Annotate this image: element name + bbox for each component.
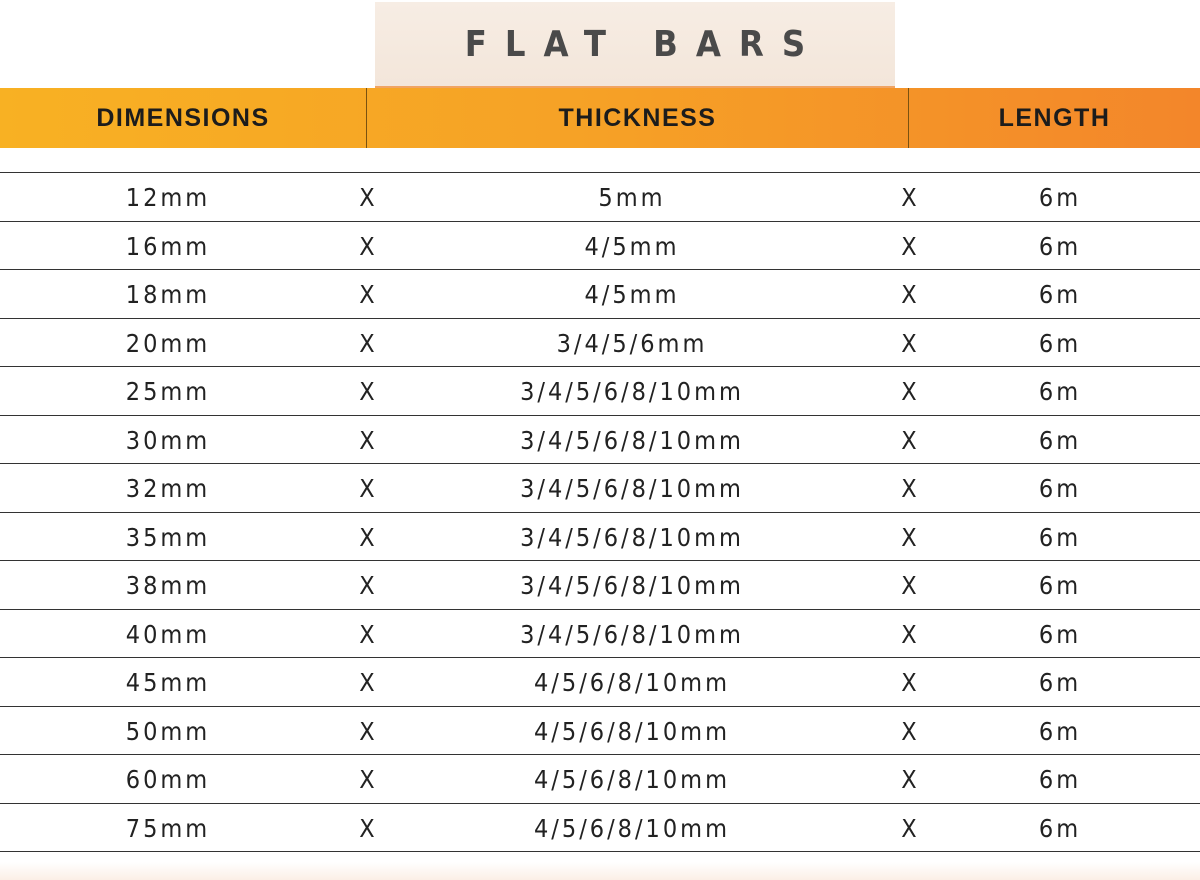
separator-cell: X [359,522,375,552]
separator-cell: X [901,522,917,552]
table-row [0,658,1200,707]
table-body [0,172,1200,852]
thickness-cell: 3/4/5/6/8/10mm [520,474,744,503]
separator-cell: X [901,765,917,794]
separator-cell: X [901,425,917,455]
separator-cell: X [901,183,917,212]
table-row [0,513,1200,562]
header-dimensions: DIMENSIONS [0,88,367,148]
table-row [0,173,1200,222]
table-row [0,755,1200,804]
separator-cell: X [359,716,375,746]
separator-cell: X [359,765,375,794]
length-cell: 6m [1038,425,1082,455]
dimension-cell: 75mm [125,813,211,843]
length-cell: 6m [1038,522,1082,552]
length-cell: 6m [1038,280,1082,309]
header-thickness: THICKNESS [367,88,909,148]
dimension-cell: 50mm [125,716,211,746]
table-row [0,416,1200,465]
separator-cell: X [359,280,375,309]
table-row [0,610,1200,659]
length-cell: 6m [1038,474,1082,503]
thickness-cell: 3/4/5/6mm [556,328,708,358]
length-cell: 6m [1038,668,1082,697]
length-cell: 6m [1038,571,1082,600]
separator-cell: X [359,328,375,358]
thickness-cell: 4/5/6/8/10mm [534,668,730,697]
separator-cell: X [901,813,917,843]
separator-cell: X [901,328,917,358]
table-row [0,804,1200,853]
separator-cell: X [901,377,917,406]
header-length: LENGTH [998,103,1111,132]
title-banner [375,2,895,88]
separator-cell: X [901,474,917,503]
length-cell: 6m [1038,231,1082,261]
thickness-cell: 4/5mm [584,280,680,309]
length-cell: 6m [1038,377,1082,406]
dimension-cell: 30mm [125,425,211,455]
separator-cell: X [901,280,917,309]
dimension-cell: 35mm [125,522,211,552]
dimension-cell: 25mm [125,377,211,406]
dimension-cell: 45mm [125,668,211,697]
separator-cell: X [359,813,375,843]
separator-cell: X [359,231,375,261]
dimension-cell: 20mm [125,328,211,358]
table-row [0,707,1200,756]
separator-cell: X [359,377,375,406]
thickness-cell: 3/4/5/6/8/10mm [520,619,744,649]
dimension-cell: 38mm [125,571,211,600]
separator-cell: X [901,668,917,697]
dimension-cell: 32mm [125,474,211,503]
length-cell: 6m [1038,716,1082,746]
length-cell: 6m [1038,765,1082,794]
dimension-cell: 16mm [125,231,211,261]
length-cell: 6m [1038,813,1082,843]
thickness-cell: 3/4/5/6/8/10mm [520,425,744,455]
table-row [0,464,1200,513]
separator-cell: X [359,668,375,697]
separator-cell: X [901,716,917,746]
table-row [0,367,1200,416]
separator-cell: X [359,425,375,455]
separator-cell: X [359,474,375,503]
dimension-cell: 12mm [125,183,211,212]
separator-cell: X [901,619,917,649]
thickness-cell: 4/5mm [584,231,680,261]
separator-cell: X [359,571,375,600]
length-cell: 6m [1038,328,1082,358]
thickness-cell: 4/5/6/8/10mm [534,813,730,843]
table-row [0,561,1200,610]
length-cell: 6m [1038,183,1082,212]
separator-cell: X [901,231,917,261]
table-header [0,88,1200,148]
thickness-cell: 4/5/6/8/10mm [534,765,730,794]
separator-cell: X [359,183,375,212]
table-row [0,222,1200,271]
page-title: FLAT BARS [464,23,824,65]
dimension-cell: 18mm [125,280,211,309]
thickness-cell: 4/5/6/8/10mm [534,716,730,746]
table-row [0,319,1200,368]
table-row [0,270,1200,319]
thickness-cell: 3/4/5/6/8/10mm [520,377,744,406]
thickness-cell: 5mm [598,183,666,212]
separator-cell: X [359,619,375,649]
dimension-cell: 60mm [125,765,211,794]
length-cell: 6m [1038,619,1082,649]
footer-strip [0,862,1200,880]
separator-cell: X [901,571,917,600]
thickness-cell: 3/4/5/6/8/10mm [520,571,744,600]
dimension-cell: 40mm [125,619,211,649]
thickness-cell: 3/4/5/6/8/10mm [520,522,744,552]
